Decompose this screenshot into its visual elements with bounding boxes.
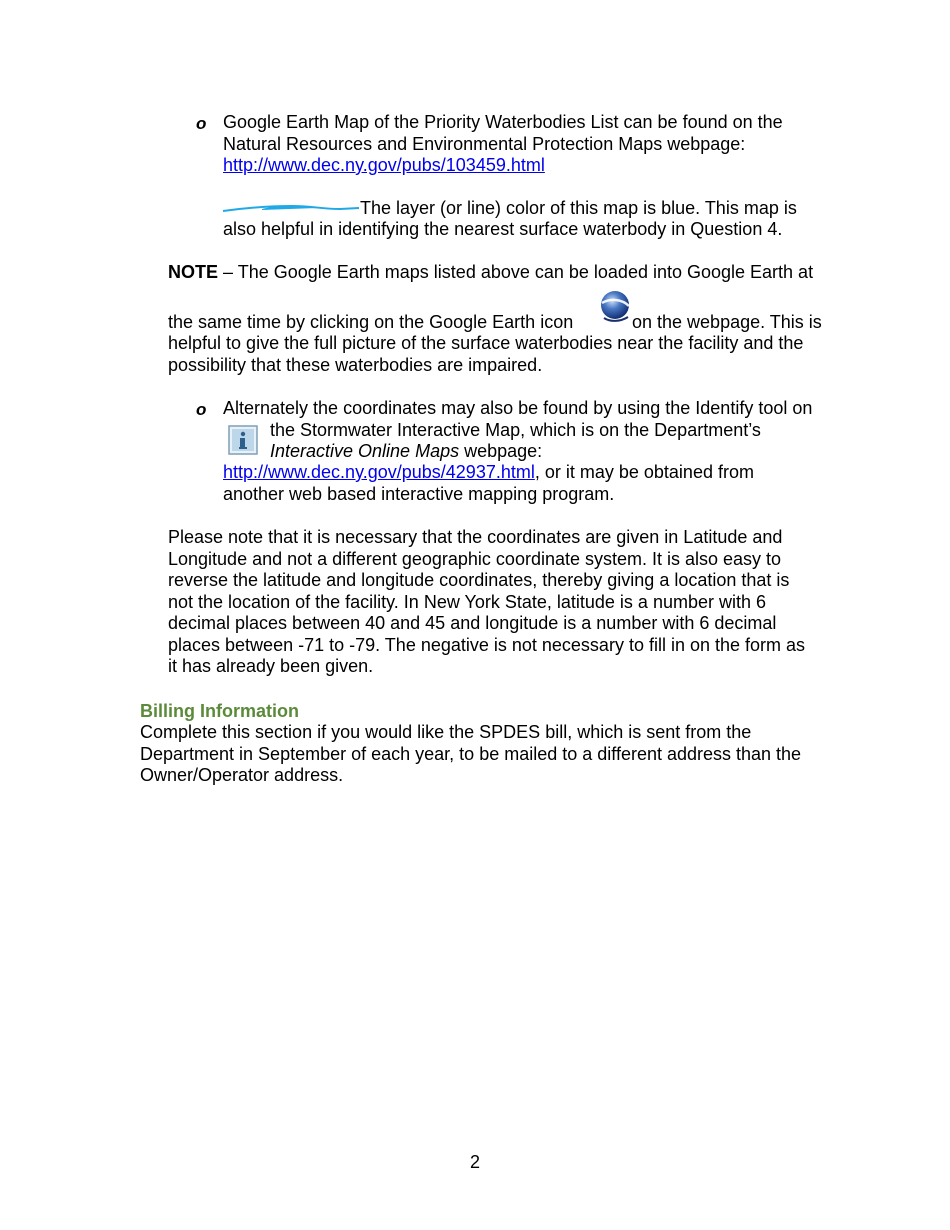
- coords-line: Longitude and not a different geographic coordinate system. It is also easy to: [168, 548, 782, 569]
- bullet-marker: o: [196, 114, 207, 133]
- bullet2-line4-rest: , or it may be obtained from: [534, 462, 754, 482]
- note-line3: helpful to give the full picture of the surface waterbodies near the facility and the: [168, 333, 804, 353]
- bullet2-line1: Alternately the coordinates may also be found by using the Identify tool on: [223, 398, 813, 418]
- bullet2-line5: another web based interactive mapping program.: [223, 484, 615, 504]
- bullet2-line3-rest: webpage:: [459, 441, 543, 461]
- note-line4: possibility that these waterbodies are impaired.: [168, 355, 543, 375]
- coordinates-paragraph: [168, 527, 805, 678]
- page-number: 2: [469, 1152, 480, 1172]
- bullet1-desc-line1: The layer (or line) color of this map is blue. This map is: [360, 198, 797, 218]
- note-line1-text: – The Google Earth maps listed above can be loaded into Google Earth at: [218, 262, 814, 282]
- bullet-google-earth-map: [223, 112, 783, 177]
- interactive-online-maps-title: Interactive Online Maps: [270, 441, 460, 461]
- billing-line: Owner/Operator address.: [140, 765, 344, 785]
- billing-paragraph: [140, 722, 801, 787]
- bullet1-desc-line2: also helpful in identifying the nearest surface waterbody in Question 4.: [223, 219, 783, 239]
- bullet-marker: o: [196, 400, 207, 419]
- note-line2-before-icon: the same time by clicking on the Google Earth icon: [168, 312, 574, 332]
- coords-line: reverse the latitude and longitude coordinates, thereby giving a location that is: [168, 570, 790, 590]
- coords-line: it has already been given.: [168, 656, 374, 676]
- bullet2-line2: the Stormwater Interactive Map, which is on the Department’s: [270, 420, 761, 440]
- stormwater-map-link[interactable]: http://www.dec.ny.gov/pubs/42937.html: [223, 462, 535, 482]
- billing-line: Complete this section if you would like the SPDES bill, which is sent from the: [140, 722, 752, 742]
- bullet2-line3: [270, 441, 542, 463]
- identify-tool-icon: [228, 425, 258, 455]
- bullet1-line1: Google Earth Map of the Priority Waterbodies List can be found on the: [223, 112, 783, 132]
- note-line2-after-icon: on the webpage. This is: [632, 312, 822, 332]
- bullet1-line2: Natural Resources and Environmental Protection Maps webpage:: [223, 133, 746, 154]
- waterbodies-map-link[interactable]: http://www.dec.ny.gov/pubs/103459.html: [223, 155, 545, 175]
- note-label: NOTE: [168, 262, 219, 282]
- coords-line: decimal places between 40 and 45 and longitude is a number with 6 decimal: [168, 613, 777, 633]
- blue-layer-line-icon: [222, 201, 360, 215]
- bullet2-line4: [223, 462, 754, 484]
- coords-line: not the location of the facility. In New York State, latitude is a number with 6: [168, 591, 766, 612]
- billing-heading: Billing Information: [140, 701, 299, 721]
- note-line1: [168, 262, 813, 284]
- coords-line: Please note that it is necessary that the coordinates are given in Latitude and: [168, 527, 783, 547]
- coords-line: places between -71 to -79. The negative is not necessary to fill in on the form as: [168, 634, 806, 655]
- billing-line: Department in September of each year, to be mailed to a different address than the: [140, 743, 802, 764]
- google-earth-icon: [598, 290, 632, 324]
